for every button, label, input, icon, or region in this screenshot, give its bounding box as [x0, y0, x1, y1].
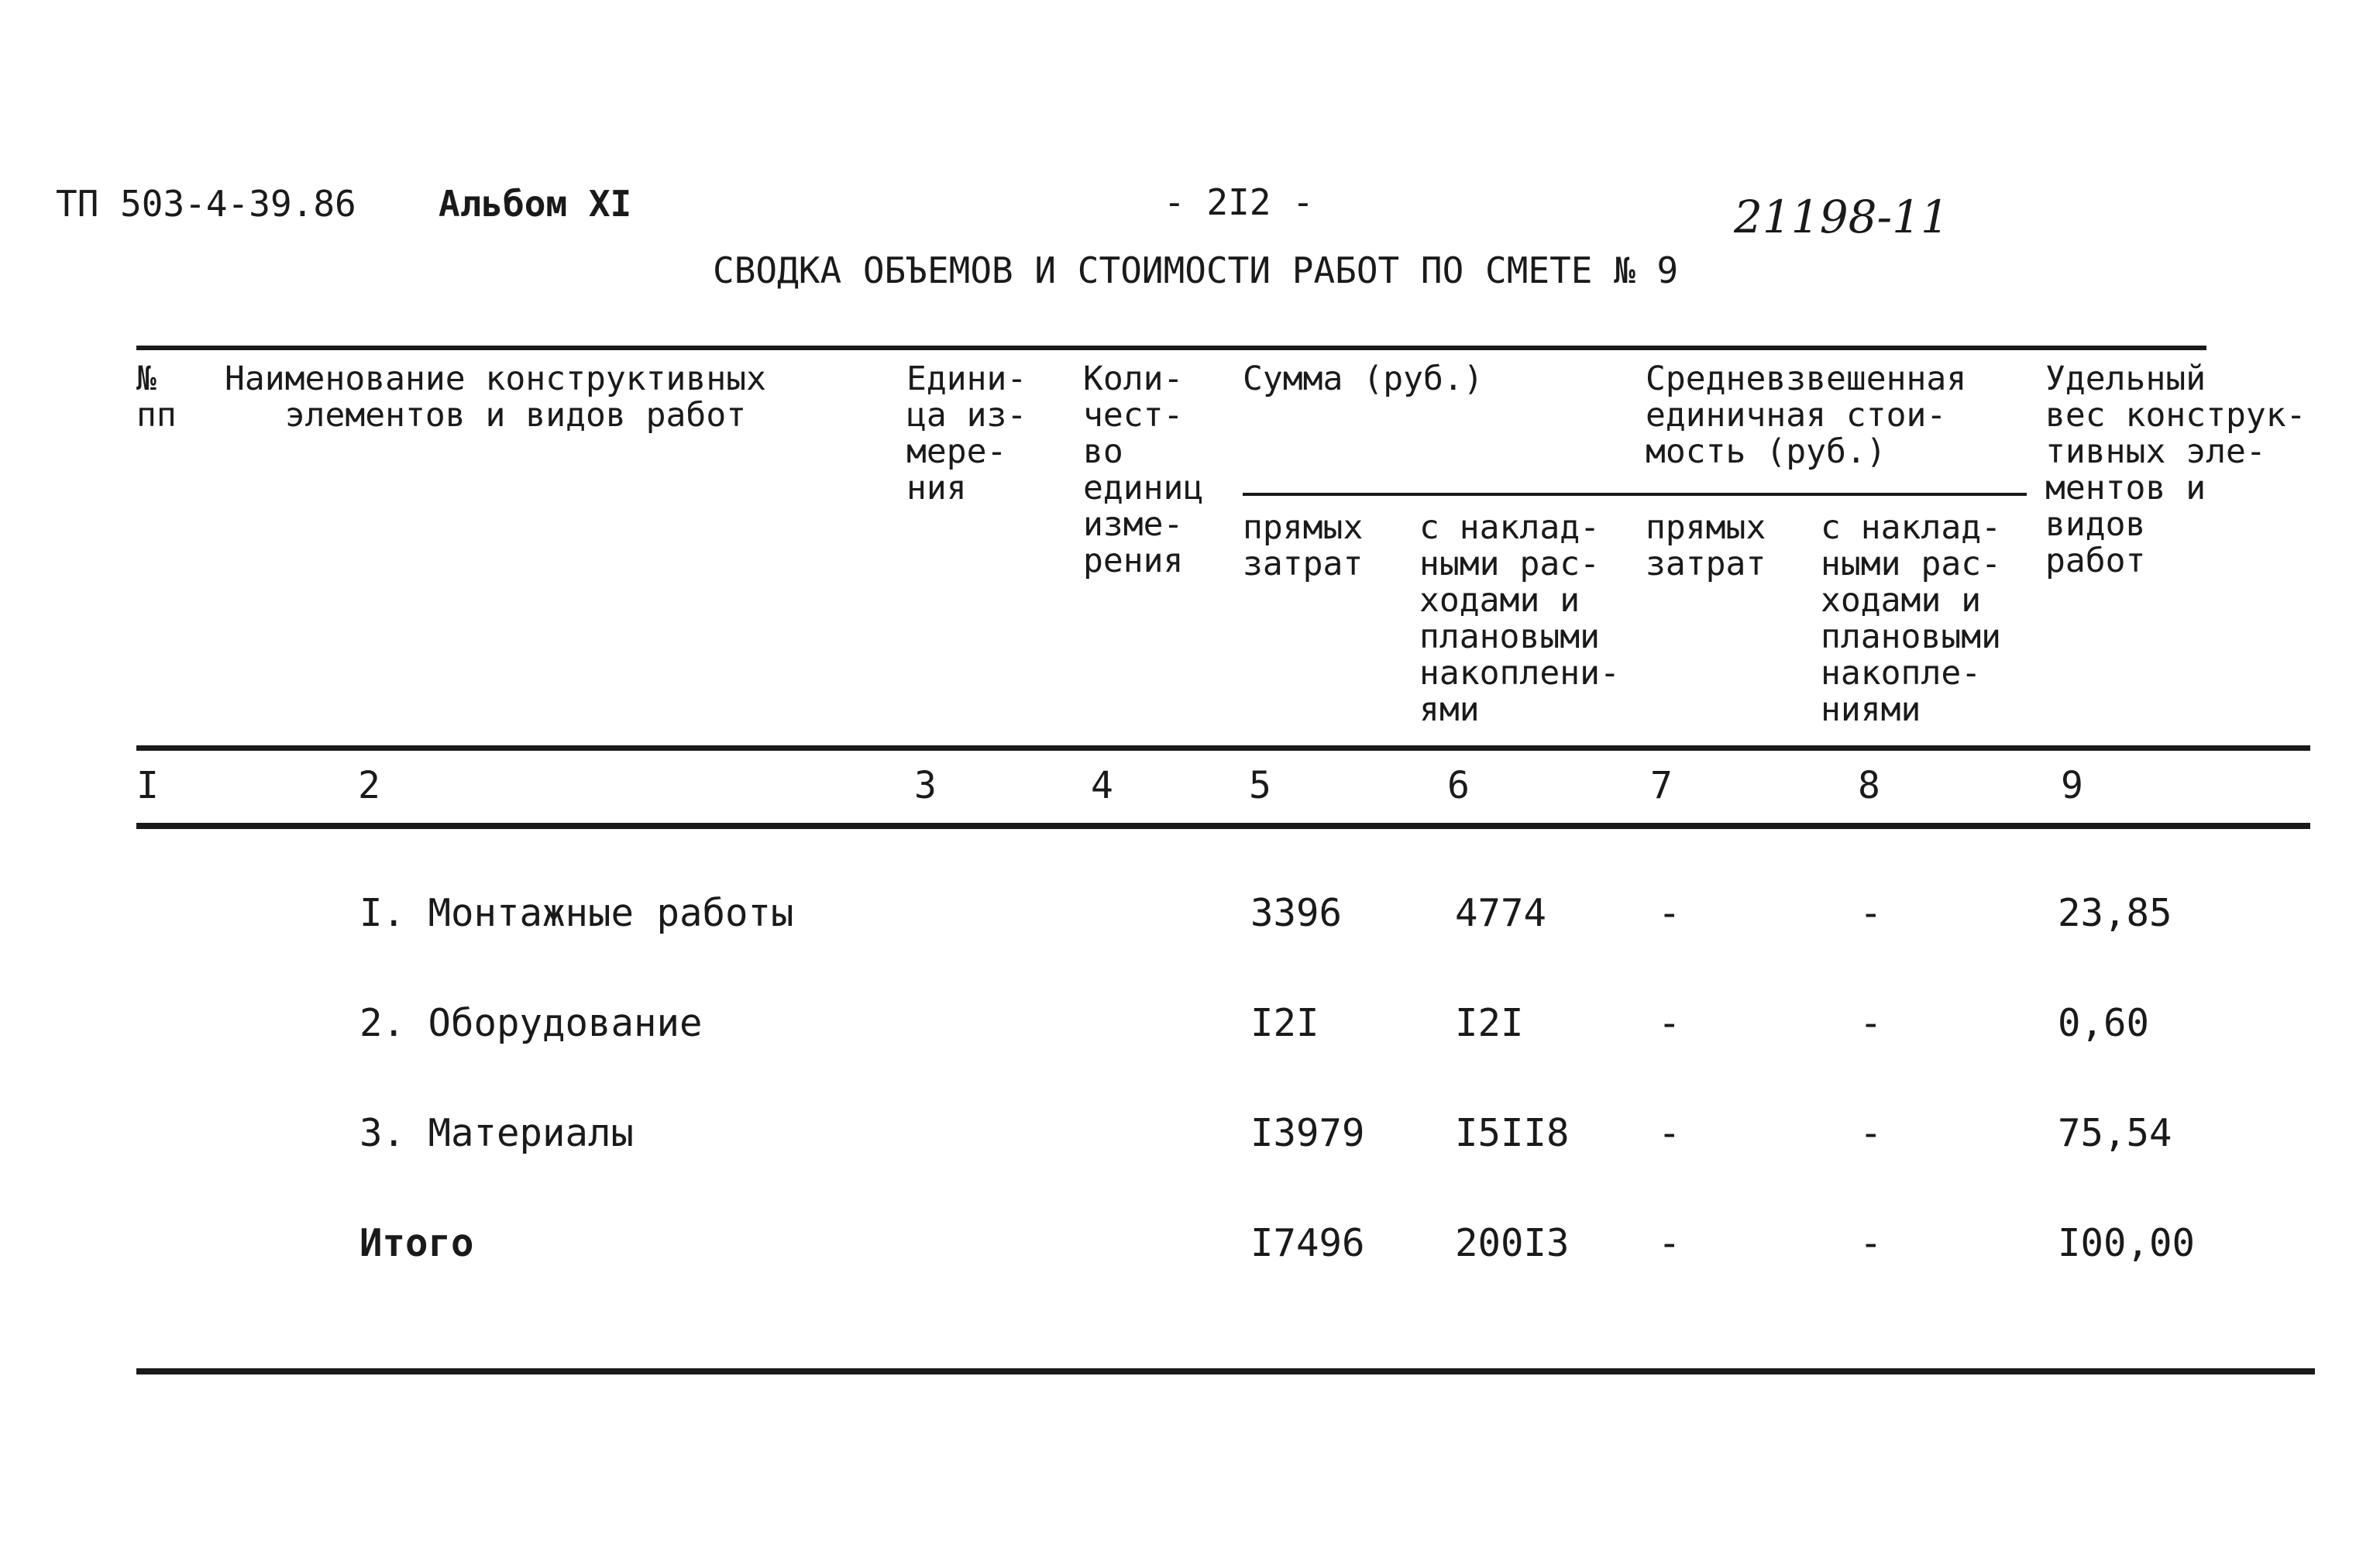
row-name: I. Монтажные работы: [359, 891, 794, 935]
weight-percent: 23,85: [2058, 891, 2172, 935]
avg-cost-with-overhead: -: [1859, 1001, 1883, 1045]
direct-cost: I2I: [1250, 1001, 1319, 1045]
column-number: 6: [1447, 764, 1470, 807]
direct-cost: I3979: [1250, 1111, 1365, 1155]
weight-percent: I00,00: [2058, 1221, 2196, 1265]
cost-with-overhead: 4774: [1455, 891, 1547, 935]
header-subgroup-rule: [1243, 493, 2027, 496]
column-number: 7: [1650, 764, 1673, 807]
table-top-rule: [136, 346, 2206, 350]
header-sum-direct: прямых затрат: [1243, 508, 1364, 583]
header-quantity: Коли- чест- во единиц изме- рения: [1083, 360, 1204, 580]
page-number: - 2I2 -: [1164, 181, 1314, 223]
avg-cost-with-overhead: -: [1859, 891, 1883, 935]
column-number: 8: [1858, 764, 1880, 807]
avg-direct-cost: -: [1658, 1001, 1681, 1045]
column-number: I: [136, 764, 159, 807]
header-unit: Едини- ца из- мере- ния: [906, 360, 1027, 507]
header-sum-overhead: с наклад- ными рас- ходами и плановыми накоплени- ями: [1419, 508, 1620, 729]
album-label: Альбом XI: [439, 183, 632, 225]
cost-with-overhead: 200I3: [1455, 1221, 1570, 1265]
column-number: 3: [914, 764, 937, 807]
header-sum-group: Сумма (руб.): [1243, 360, 1484, 398]
avg-direct-cost: -: [1658, 891, 1681, 935]
avg-direct-cost: -: [1658, 1221, 1681, 1265]
header-name: Наименование конструктивных элементов и видов работ: [225, 360, 766, 435]
header-weight: Удельный вес конструк- тивных эле- ментов и видов работ: [2045, 360, 2306, 580]
table-bottom-rule: [136, 1368, 2315, 1374]
row-name: Итого: [359, 1221, 474, 1265]
cost-with-overhead: I5II8: [1455, 1111, 1570, 1155]
column-number: 5: [1249, 764, 1271, 807]
row-name: 2. Оборудование: [359, 1001, 703, 1045]
column-number: 4: [1091, 764, 1113, 807]
direct-cost: I7496: [1250, 1221, 1365, 1265]
avg-cost-with-overhead: -: [1859, 1221, 1883, 1265]
weight-percent: 0,60: [2058, 1001, 2150, 1045]
weight-percent: 75,54: [2058, 1111, 2172, 1155]
cost-with-overhead: I2I: [1455, 1001, 1524, 1045]
header-number: № пп: [136, 360, 177, 435]
header-avg-overhead: с наклад- ными рас- ходами и плановыми накопле- ниями: [1821, 508, 2001, 729]
column-number: 9: [2061, 764, 2083, 807]
avg-direct-cost: -: [1658, 1111, 1681, 1155]
column-numbers-rule: [136, 823, 2310, 829]
header-average-group: Средневзвешенная единичная стои- мость (руб.): [1646, 360, 1967, 471]
direct-cost: 3396: [1250, 891, 1343, 935]
header-bottom-rule: [136, 745, 2310, 751]
handwritten-number: 21198-11: [1734, 191, 1949, 243]
row-name: 3. Материалы: [359, 1111, 635, 1155]
avg-cost-with-overhead: -: [1859, 1111, 1883, 1155]
page-title: СВОДКА ОБЪЕМОВ И СТОИМОСТИ РАБОТ ПО СМЕТЕ № 9: [713, 249, 1679, 291]
header-avg-direct: прямых затрат: [1646, 508, 1766, 583]
document-code: ТП 503-4-39.86: [56, 183, 356, 225]
column-number: 2: [358, 764, 380, 807]
